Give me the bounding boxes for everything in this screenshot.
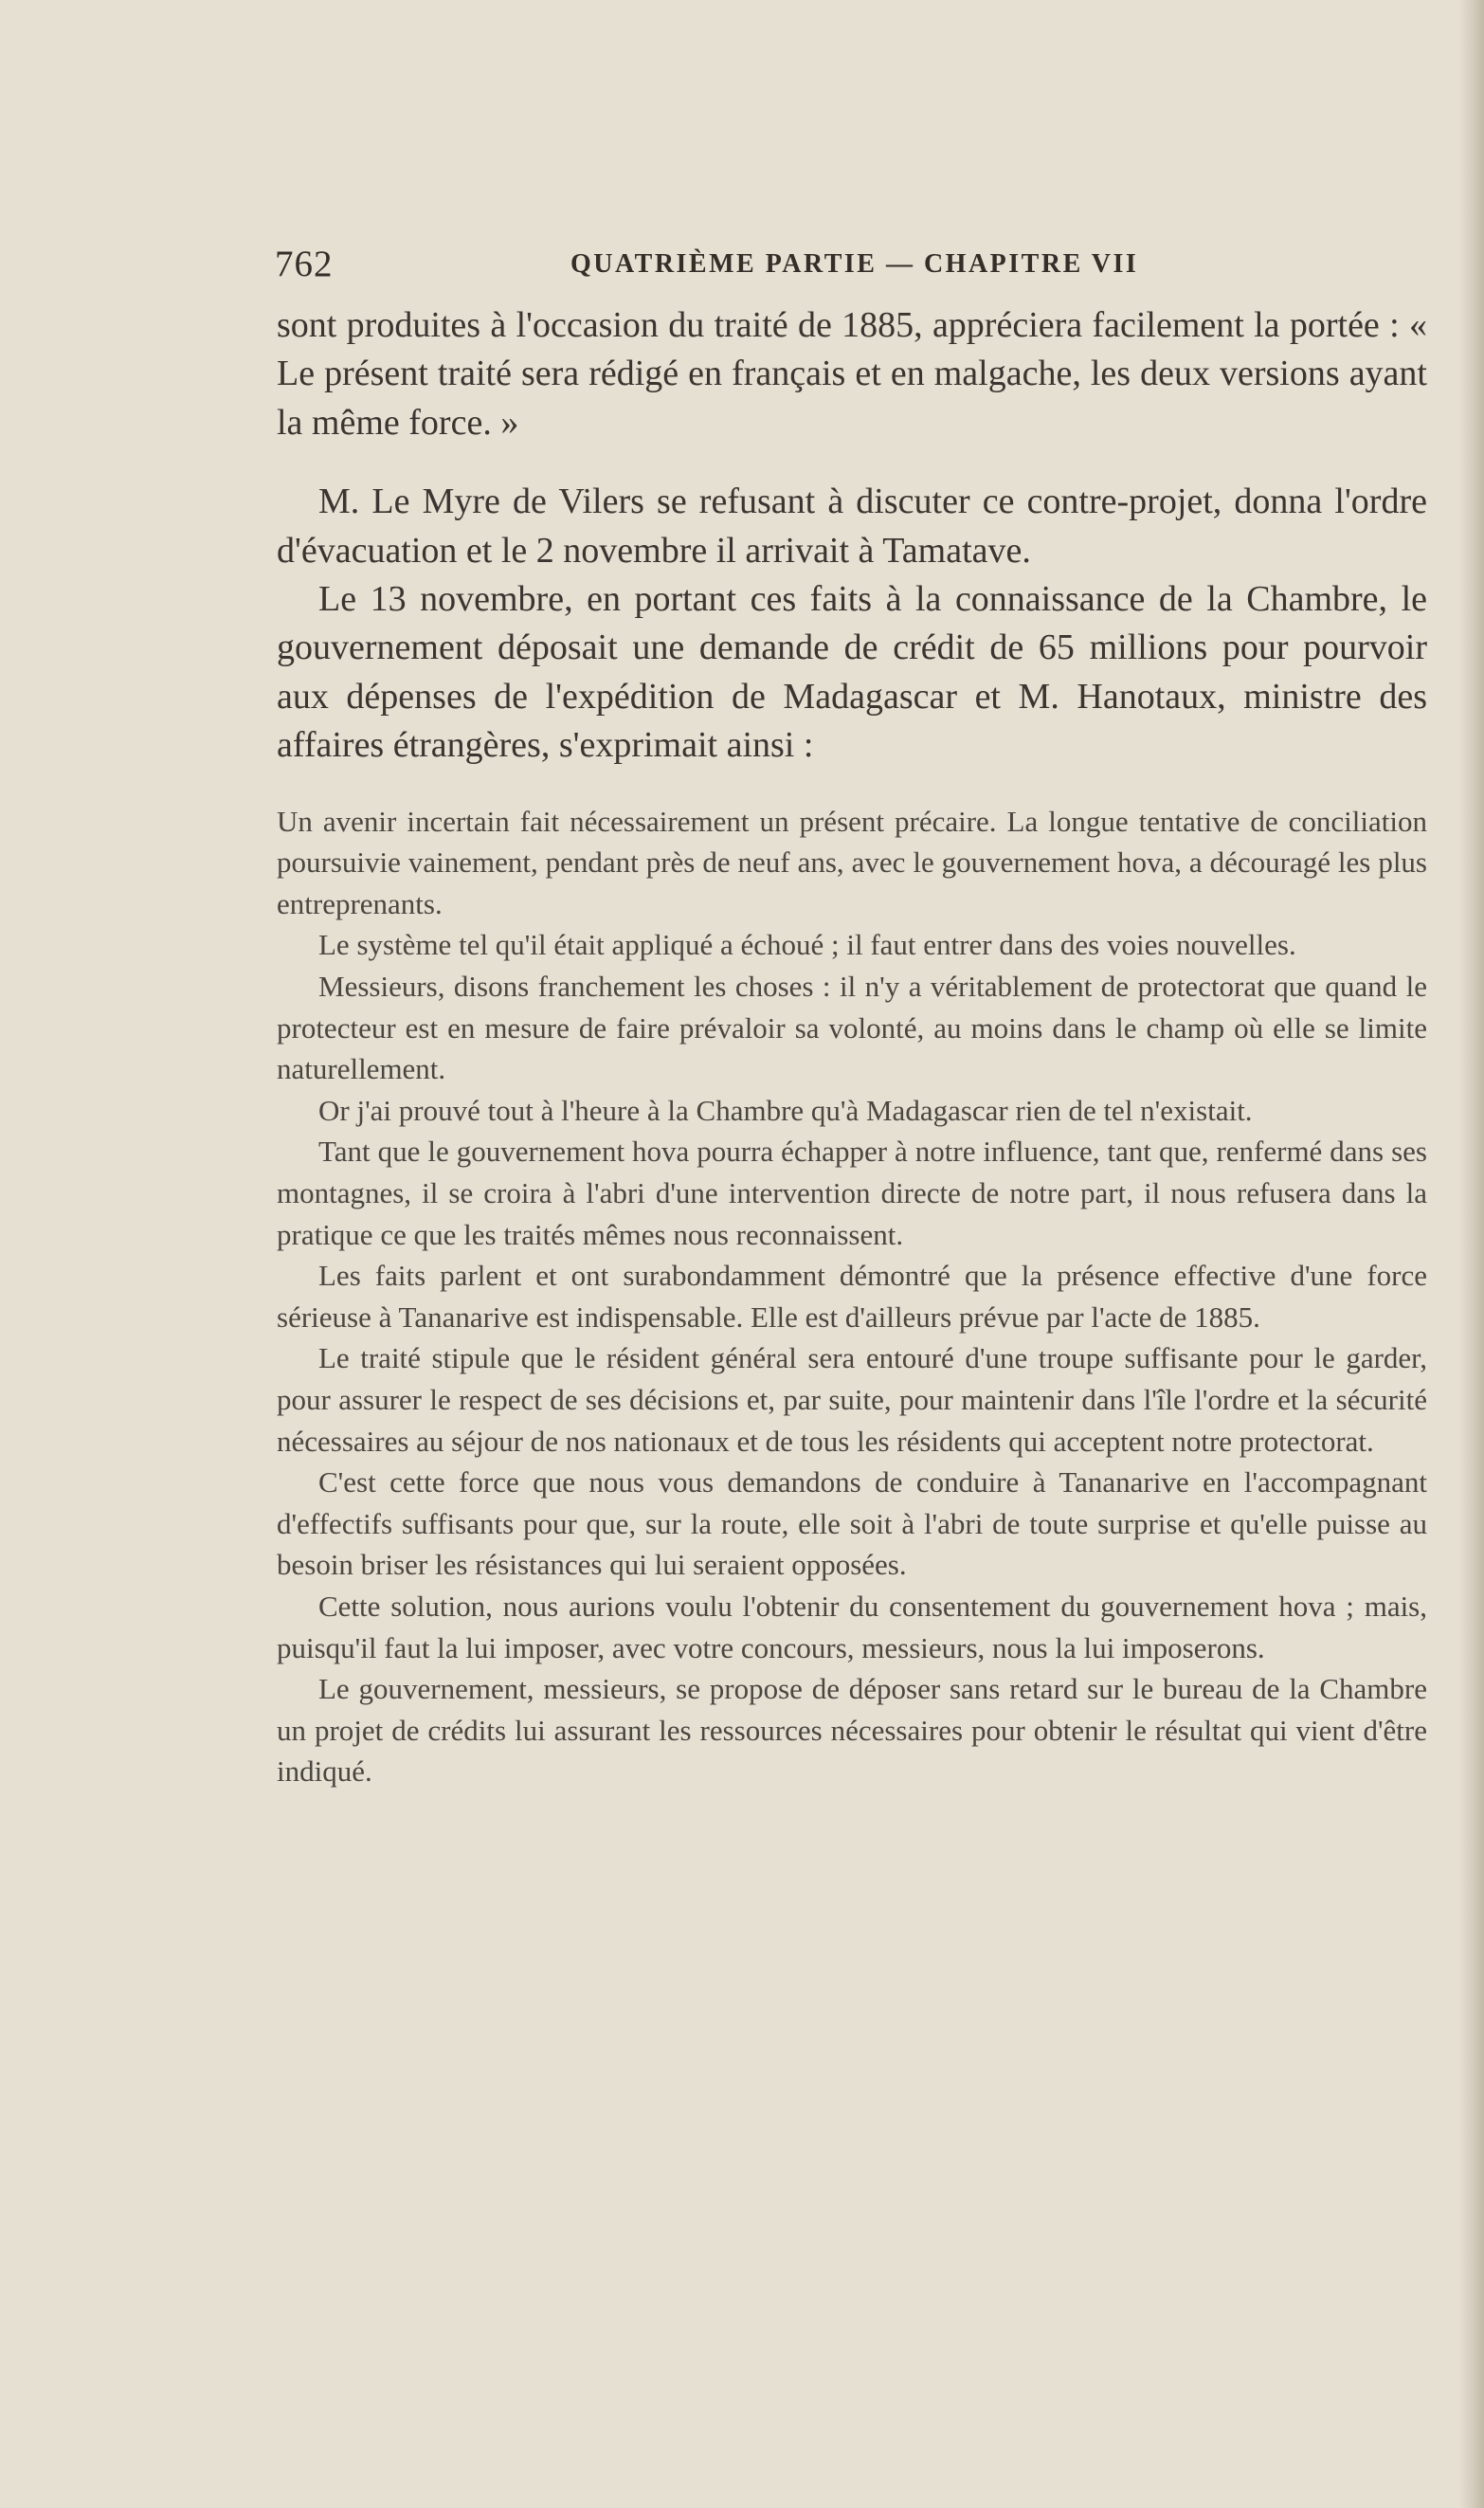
paragraph: Le 13 novembre, en portant ces faits à la connaissance de la Chambre, le gouvernement déposait une demande de crédit de 65 millions pour pourvoir aux dépenses de l'expédition de Madagascar et M. Hanotaux, ministre des affaires étrangères, s'exprimait ainsi : bbox=[277, 579, 1427, 766]
quote-paragraph: Le traité stipule que le résident général sera entouré d'une troupe suffisante pour le garder, pour assurer le respect de ses décisions et, par suite, pour maintenir dans l'île l'ordre et la sécurité nécessaires au séjour de nos nationaux et de tous les résidents qui acceptent notre protectorat. bbox=[277, 1341, 1427, 1458]
page-header bbox=[275, 243, 1431, 284]
running-head: QUATRIÈME PARTIE — CHAPITRE VII bbox=[570, 249, 1139, 279]
paragraph: sont produites à l'occasion du traité de 1885, appréciera facilement la portée : « Le présent traité sera rédigé en français et en malgache, les deux versions ayant la même force. » bbox=[277, 305, 1427, 443]
quote-paragraph: C'est cette force que nous vous demandons de conduire à Tananarive en l'accompagnant d'effectifs suffisants pour que, sur la route, elle soit à l'abri de toute surprise et qu'elle puisse au besoin briser les résistances qui lui seraient opposées. bbox=[277, 1465, 1427, 1582]
quoted-speech bbox=[277, 801, 1427, 1792]
quote-paragraph: Les faits parlent et ont surabondamment démontré que la présence effective d'une force sérieuse à Tananarive est indispensable. Elle est d'ailleurs prévue par l'acte de 1885. bbox=[277, 1259, 1427, 1334]
paragraph: M. Le Myre de Vilers se refusant à discuter ce contre-projet, donna l'ordre d'évacuation et le 2 novembre il arrivait à Tamatave. bbox=[277, 482, 1427, 571]
page-edge-shadow bbox=[1459, 0, 1484, 2508]
quote-paragraph: Or j'ai prouvé tout à l'heure à la Chambre qu'à Madagascar rien de tel n'existait. bbox=[318, 1093, 1253, 1127]
page-number: 762 bbox=[275, 244, 334, 284]
quote-paragraph: Tant que le gouvernement hova pourra échapper à notre influence, tant que, renfermé dans ses montagnes, il se croira à l'abri d'une intervention directe de notre part, il nous refusera dans la pratique ce que les traités mêmes nous reconnaissent. bbox=[277, 1135, 1427, 1251]
quote-paragraph: Messieurs, disons franchement les choses : il n'y a véritablement de protectorat que quand le protecteur est en mesure de faire prévaloir sa volonté, au moins dans le champ où elle se limite naturellement. bbox=[277, 970, 1427, 1086]
quote-paragraph: Cette solution, nous aurions voulu l'obtenir du consentement du gouvernement hova ; mais, puisqu'il faut la lui imposer, avec votre concours, messieurs, nous la lui imposerons. bbox=[277, 1589, 1427, 1664]
quote-paragraph: Le système tel qu'il était appliqué a échoué ; il faut entrer dans des voies nouvelles. bbox=[318, 928, 1296, 962]
quote-paragraph: Le gouvernement, messieurs, se propose de déposer sans retard sur le bureau de la Chambre un projet de crédits lui assurant les ressources nécessaires pour obtenir le résultat qui vient d'être indiqué. bbox=[277, 1672, 1427, 1789]
quote-paragraph: Un avenir incertain fait nécessairement un présent précaire. La longue tentative de conciliation poursuivie vainement, pendant près de neuf ans, avec le gouvernement hova, a découragé les plus entreprenants. bbox=[277, 804, 1427, 920]
text-block bbox=[277, 301, 1427, 1792]
